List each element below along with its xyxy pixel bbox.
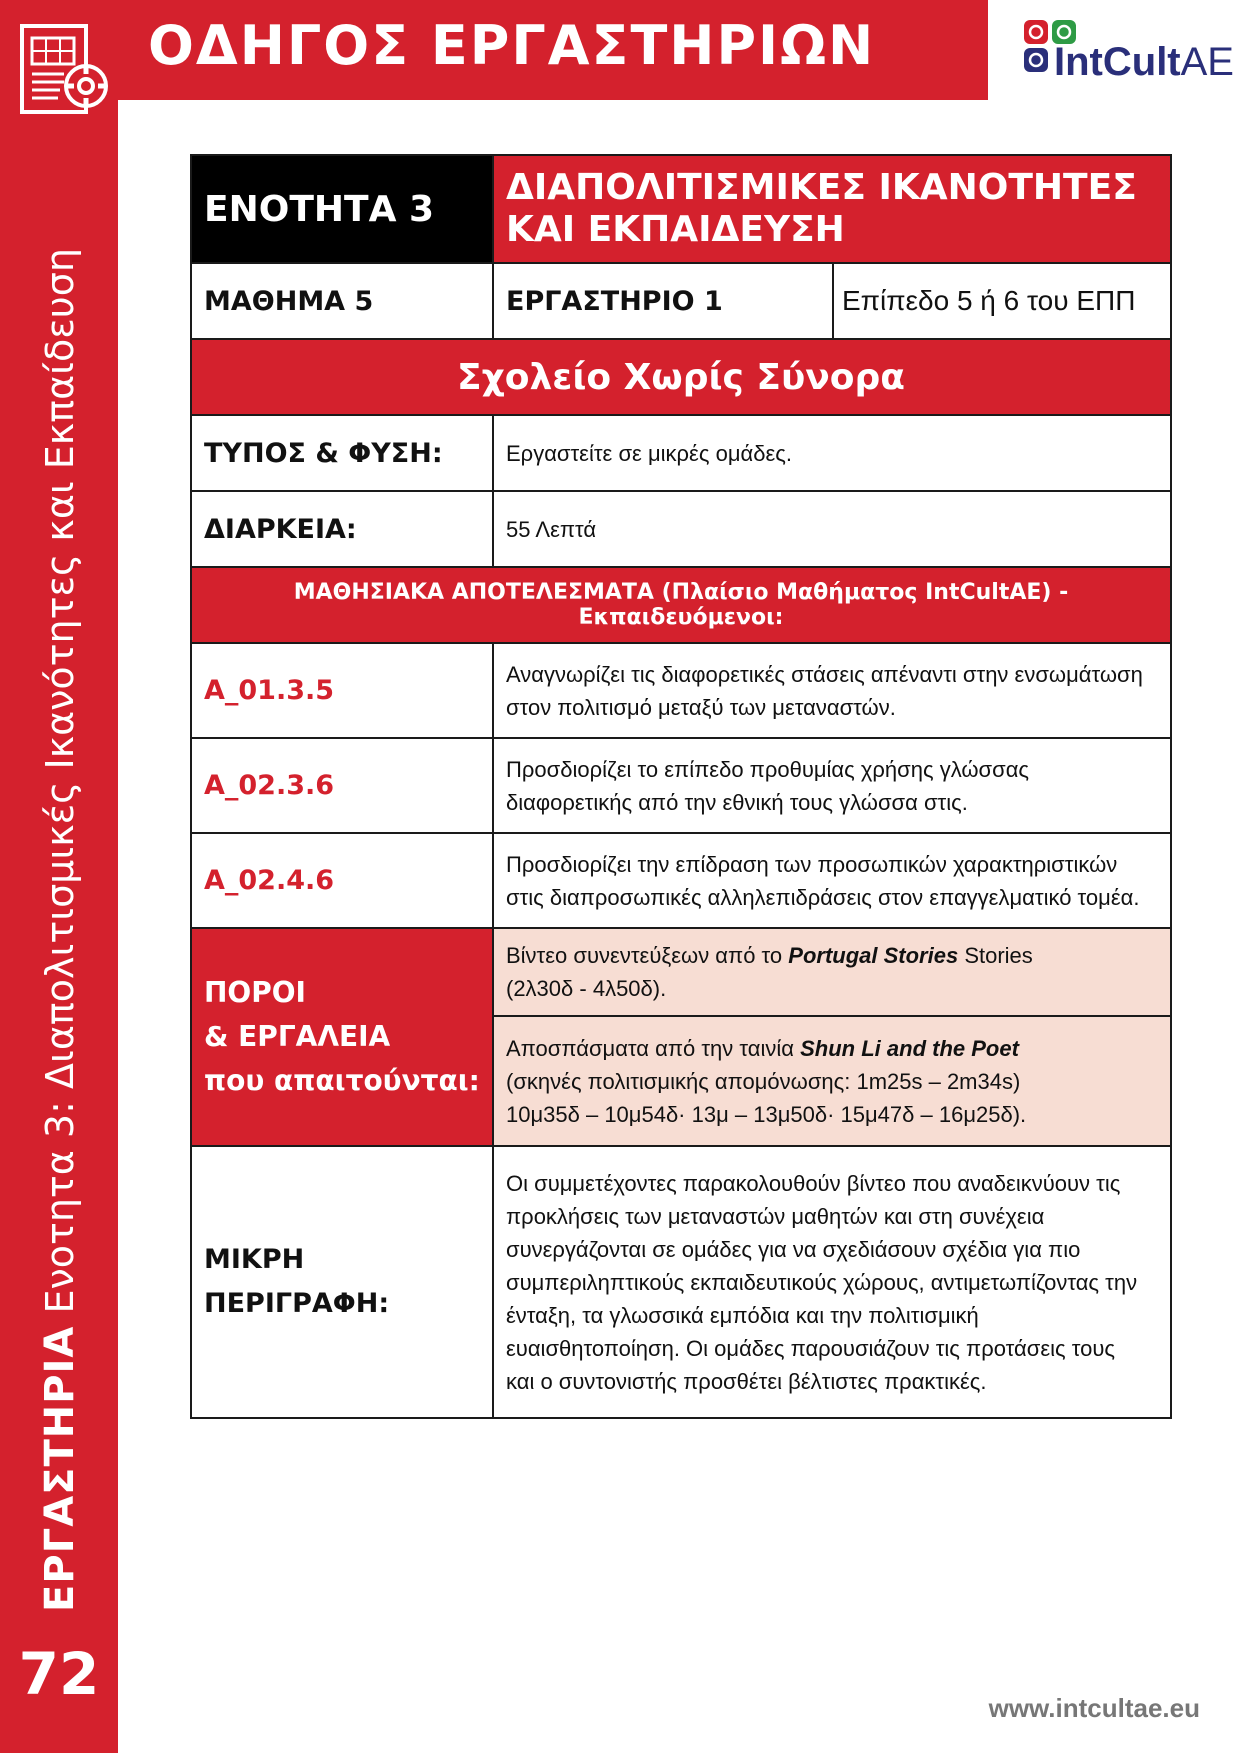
vertical-section-title: ΕΡΓΑΣΤΗΡΙΑ Ενοτητα 3: Διαπολιτισμικές Ικανότητες και Εκπαίδευση bbox=[37, 248, 83, 1612]
type-row bbox=[191, 415, 1171, 491]
outcome-code: A_02.3.6 bbox=[191, 738, 493, 833]
workshop-title: Σχολείο Χωρίς Σύνορα bbox=[191, 339, 1171, 415]
outcome-text: Προσδιορίζει το επίπεδο προθυμίας χρήσης γλώσσας διαφορετικής από την εθνική τους γλώσσα στις. bbox=[493, 738, 1171, 833]
description-text: Οι συμμετέχοντες παρακολουθούν βίντεο που αναδεικνύουν τις προκλήσεις των μεταναστών μαθητών και στη συνέχεια συνεργάζονται σε ομάδες για να σχεδιάσουν σχέδια για πιο συμπεριληπτικούς εκπαιδευτικούς χώρους, αντιμετωπίζοντας την ένταξη, τα γλωσσικά εμπόδια και την πολιτισμική ευαισθητοποίηση. Οι ομάδες παρουσιάζουν τις προτάσεις τους και ο συντονιστής προσθέτει βέλτιστες πρακτικές. bbox=[493, 1146, 1171, 1418]
resources-label: ΠΟΡΟΙ & ΕΡΓΑΛΕΙΑ που απαιτούνται: bbox=[191, 928, 493, 1146]
type-label: ΤΥΠΟΣ & ΦΥΣΗ: bbox=[191, 415, 493, 491]
table-row bbox=[191, 738, 1171, 833]
workshop-info-table bbox=[190, 154, 1172, 1419]
level-value: Επίπεδο 5 ή 6 του ΕΠΠ bbox=[833, 263, 1171, 339]
outcome-text: Προσδιορίζει την επίδραση των προσωπικών χαρακτηριστικών στις διαπροσωπικές αλληλεπιδράσεις στον επαγγελματικό τομέα. bbox=[493, 833, 1171, 928]
lesson-row bbox=[191, 263, 1171, 339]
type-value: Εργαστείτε σε μικρές ομάδες. bbox=[493, 415, 1171, 491]
resource-item: Βίντεο συνεντεύξεων από το Portugal Stories Stories (2λ30δ - 4λ50δ). bbox=[493, 928, 1171, 1016]
duration-value: 55 Λεπτά bbox=[493, 491, 1171, 567]
title-row bbox=[191, 339, 1171, 415]
outcomes-header: ΜΑΘΗΣΙΑΚΑ ΑΠΟΤΕΛΕΣΜΑΤΑ (Πλαίσιο Μαθήματος IntCultAE) - Εκπαιδευόμενοι: bbox=[191, 567, 1171, 643]
page-number: 72 bbox=[18, 1640, 100, 1708]
duration-row bbox=[191, 491, 1171, 567]
outcome-text: Αναγνωρίζει τις διαφορετικές στάσεις απέναντι στην ενσωμάτωση στον πολιτισμό μεταξύ των μεταναστών. bbox=[493, 643, 1171, 738]
resources-row-1 bbox=[191, 928, 1171, 1016]
footer-url: www.intcultae.eu bbox=[988, 1693, 1200, 1723]
duration-label: ΔΙΑΡΚΕΙΑ: bbox=[191, 491, 493, 567]
logo-text: IntCultAE bbox=[1054, 40, 1234, 84]
table-row bbox=[191, 643, 1171, 738]
outcome-code: A_02.4.6 bbox=[191, 833, 493, 928]
unit-title: ΔΙΑΠΟΛΙΤΙΣΜΙΚΕΣ ΙΚΑΝΟΤΗΤΕΣ ΚΑΙ ΕΚΠΑΙΔΕΥΣΗ bbox=[493, 155, 1171, 263]
resource-item: Αποσπάσματα από την ταινία Shun Li and the Poet (σκηνές πολιτισμικής απομόνωσης: 1m25s – 2m34s) 10μ35δ – 10μ54δ· 13μ – 13μ50δ· 15μ47δ – 16μ25δ). bbox=[493, 1016, 1171, 1146]
outcomes-header-row bbox=[191, 567, 1171, 643]
outcome-code: A_01.3.5 bbox=[191, 643, 493, 738]
description-row bbox=[191, 1146, 1171, 1418]
unit-label: ΕΝΟΤΗΤΑ 3 bbox=[191, 155, 493, 263]
description-label: ΜΙΚΡΗ ΠΕΡΙΓΡΑΦΗ: bbox=[191, 1146, 493, 1418]
header-title: ΟΔΗΓΟΣ ΕΡΓΑΣΤΗΡΙΩΝ bbox=[148, 14, 876, 77]
workshop-guide-icon bbox=[20, 24, 108, 124]
workshop-label: ΕΡΓΑΣΤΗΡΙΟ 1 bbox=[493, 263, 833, 339]
unit-row bbox=[191, 155, 1171, 263]
table-row bbox=[191, 833, 1171, 928]
lesson-label: ΜΑΘΗΜΑ 5 bbox=[191, 263, 493, 339]
